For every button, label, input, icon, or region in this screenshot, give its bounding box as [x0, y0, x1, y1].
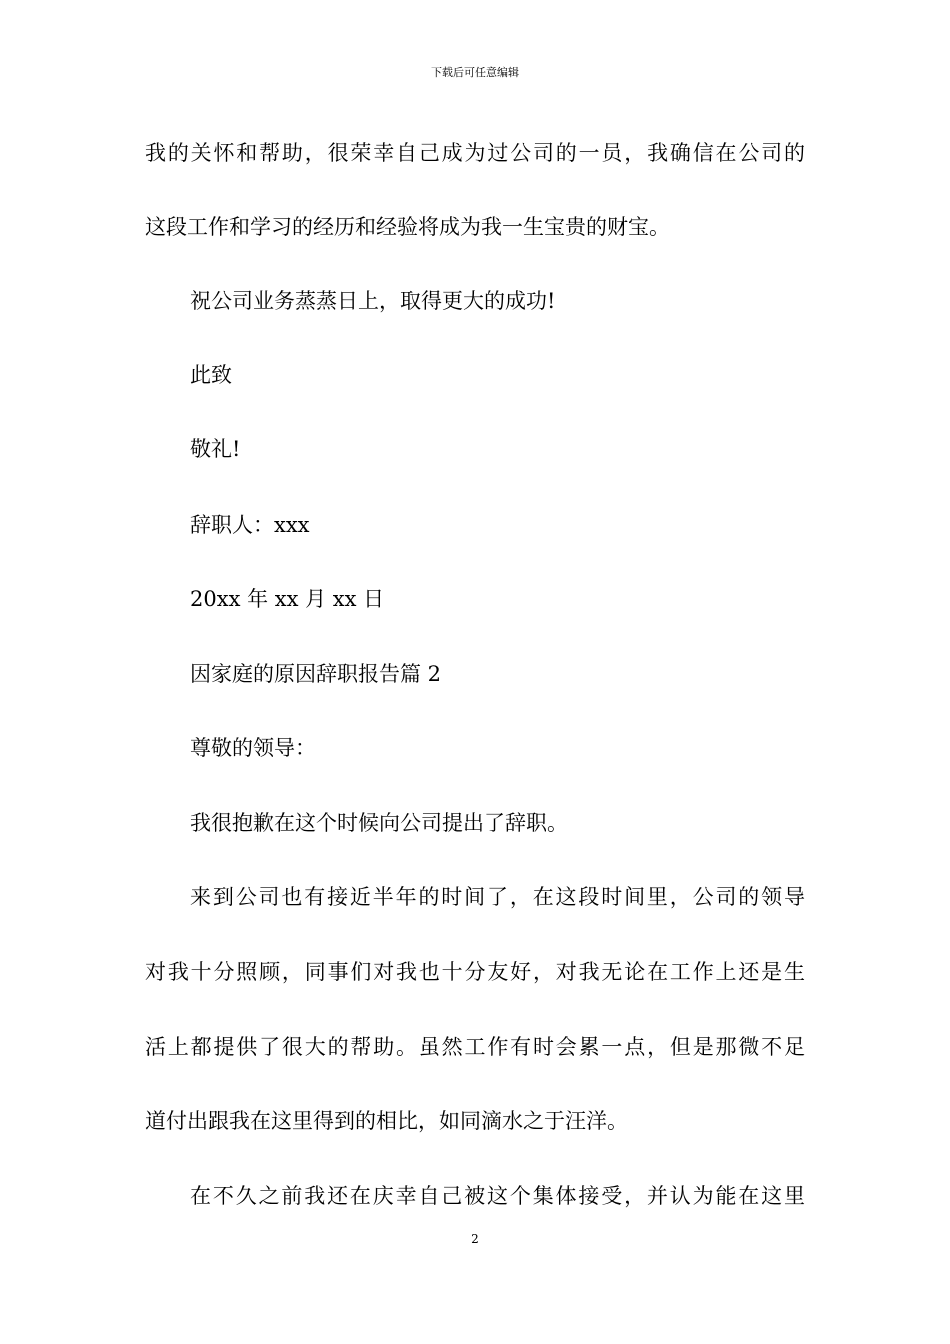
- body-line: 这段工作和学习的经历和经验将成为我一生宝贵的财宝。: [145, 215, 670, 239]
- body-line: 活上都提供了很大的帮助。虽然工作有时会累一点，但是那微不足: [145, 1035, 805, 1059]
- body-line: 20xx 年 xx 月 xx 日: [190, 587, 385, 611]
- page-header: 下载后可任意编辑: [431, 66, 519, 79]
- body-line: 祝公司业务蒸蒸日上，取得更大的成功!: [190, 289, 556, 313]
- body-line: 对我十分照顾，同事们对我也十分友好，对我无论在工作上还是生: [145, 960, 805, 984]
- body-line: 我的关怀和帮助，很荣幸自己成为过公司的一员，我确信在公司的: [145, 141, 805, 165]
- body-line: 我很抱歉在这个时候向公司提出了辞职。: [190, 811, 568, 835]
- section-title: 因家庭的原因辞职报告篇 2: [190, 662, 442, 686]
- body-line: 辞职人：xxx: [190, 513, 310, 537]
- body-line: 尊敬的领导：: [190, 736, 316, 760]
- body-line: 来到公司也有接近半年的时间了，在这段时间里，公司的领导: [190, 885, 805, 909]
- body-line: 道付出跟我在这里得到的相比，如同滴水之于汪洋。: [145, 1109, 628, 1133]
- page-number: 2: [471, 1232, 479, 1246]
- body-line: 在不久之前我还在庆幸自己被这个集体接受，并认为能在这里: [190, 1184, 805, 1208]
- body-line: 敬礼!: [190, 437, 241, 461]
- body-line: 此致: [190, 363, 232, 387]
